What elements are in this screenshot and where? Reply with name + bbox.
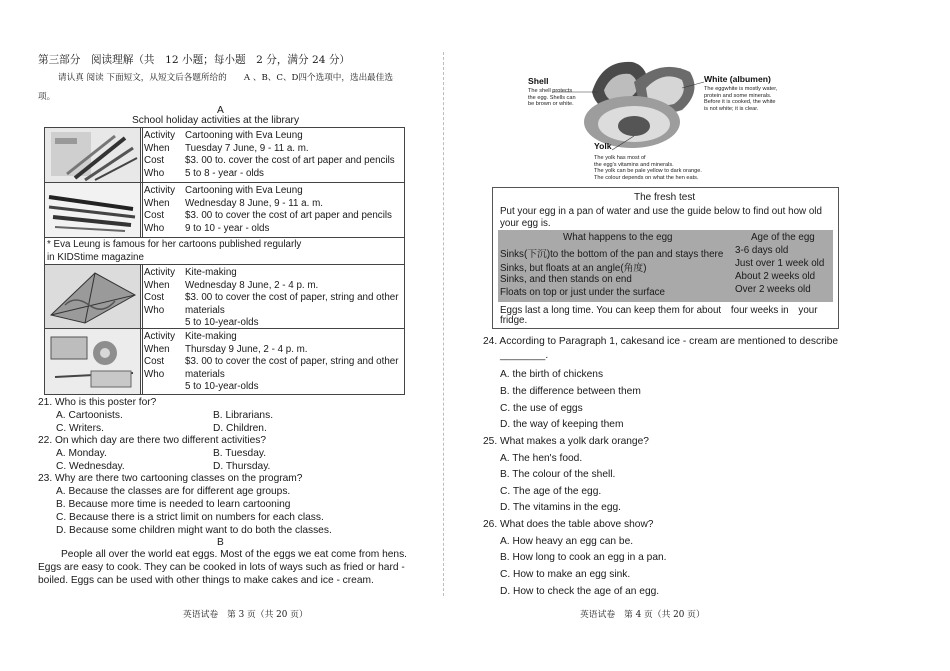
q21-option-b[interactable]: B. Librarians. [213, 410, 274, 421]
row2-label-cost: Cost [144, 210, 165, 221]
table-row-3-age: About 2 weeks old [735, 271, 816, 282]
fresh-test-note-1: Eggs last a long time. You can keep them for about four weeks in your [500, 305, 818, 316]
activities-poster [44, 127, 405, 395]
table-header-happens: What happens to the egg [563, 232, 673, 243]
question-21: 21. Who is this poster for? [38, 397, 157, 408]
footer-page-3: 英语试卷 第 3 页（共 20 页） [183, 610, 308, 620]
section-title: 第三部分 阅读理解（共 12 小题；每小题 2 分，满分 24 分） [38, 54, 351, 66]
instruction-line-1: 请认真 阅读 下面短文，从短文后各题所给的 A 、B、C、D四个选项中，选出最佳选 [58, 73, 393, 83]
fresh-test-box [492, 187, 839, 329]
q23-option-c[interactable]: C. Because there is a strict limit on numbers for each class. [56, 512, 324, 523]
question-26: 26. What does the table above show? [483, 519, 654, 530]
q24-option-c[interactable]: C. the use of eggs [500, 403, 583, 414]
table-row-1-happens: Sinks(下沉)to the bottom of the pan and stays there [500, 249, 724, 260]
row4-label-when: When [144, 343, 170, 355]
row2-value-activity: Cartooning with Eva Leung [185, 185, 303, 196]
row1-value-cost: $3. 00 to. cover the cost of art paper and pencils [185, 155, 395, 166]
table-row-2-age: Just over 1 week old [735, 258, 825, 269]
q26-option-d[interactable]: D. How to check the age of an egg. [500, 586, 660, 597]
white-text-1: The eggwhite is mostly water, [704, 86, 778, 92]
row2-label-when: When [144, 197, 170, 209]
fresh-test-intro-1: Put your egg in a pan of water and use the guide below to find out how old [500, 206, 822, 217]
q23-option-a[interactable]: A. Because the classes are for different age groups. [56, 486, 291, 497]
q25-option-c[interactable]: C. The age of the egg. [500, 486, 602, 497]
yolk-text-4: The colour depends on what the hen eats. [594, 174, 699, 181]
q25-option-d[interactable]: D. The vitamins in the egg. [500, 502, 621, 513]
q22-option-c[interactable]: C. Wednesday. [56, 461, 125, 472]
yolk-text-2: the egg's vitamins and minerals. [594, 161, 674, 168]
white-text-4: is not white; it is clear. [704, 105, 759, 112]
row4-value-materials: materials [185, 368, 225, 380]
table-row-3-happens: Sinks, and then stands on end [500, 274, 632, 285]
q21-option-a[interactable]: A. Cartoonists. [56, 410, 123, 421]
q22-option-a[interactable]: A. Monday. [56, 448, 107, 459]
instruction-line-2: 项。 [38, 92, 56, 102]
row2-value-who: 9 to 10 - year - olds [185, 222, 270, 234]
q26-option-b[interactable]: B. How long to cook an egg in a pan. [500, 552, 667, 563]
table-row-2-happens: Sinks, but floats at an angle(角度) [500, 263, 647, 274]
egg-diagram [522, 52, 804, 187]
q23-option-b[interactable]: B. Because more time is needed to learn cartooning [56, 499, 291, 510]
row3-value-cost: $3. 00 to cover the cost of paper, string and other [185, 292, 399, 303]
page-divider [443, 52, 444, 596]
question-22: 22. On which day are there two different activities? [38, 435, 267, 446]
pencils-image [45, 128, 141, 182]
question-23: 23. Why are there two cartooning classes on the program? [38, 473, 303, 484]
row2-label-activity: Activity [144, 185, 176, 196]
q21-option-c[interactable]: C. Writers. [56, 423, 104, 434]
row3-label-cost: Cost [144, 292, 165, 303]
row1-label-activity: Activity [144, 130, 176, 141]
pens-image [45, 183, 141, 237]
kite-materials-image [45, 329, 141, 394]
q24-option-b[interactable]: B. the difference between them [500, 386, 641, 397]
shell-text-3: be brown or white. [528, 101, 574, 108]
poster-title: School holiday activities at the library [132, 115, 300, 126]
yolk-text-1: The yolk has most of [594, 155, 646, 161]
passage-b-line-3: boiled. Eggs can be used with other things to make cakes and ice - cream. [38, 575, 374, 586]
table-row-1-age: 3-6 days old [735, 245, 789, 256]
q25-option-b[interactable]: B. The colour of the shell. [500, 469, 616, 480]
white-title: White (albumen) [704, 74, 771, 84]
poster-row [45, 128, 404, 183]
row4-label-activity: Activity [144, 331, 176, 342]
row2-value-when: Wednesday 8 June, 9 - 11 a. m. [185, 197, 323, 209]
shell-title: Shell [528, 76, 549, 86]
poster-row [45, 329, 404, 394]
question-24-line-1: 24. According to Paragraph 1, cakesand ice - cream are mentioned to describe [483, 336, 839, 347]
poster-note [45, 238, 404, 265]
row3-value-who: 5 to 10-year-olds [185, 317, 259, 328]
fresh-test-intro-2: your egg is. [500, 218, 551, 229]
white-text-3: Before it is cooked, the white [704, 99, 776, 106]
yolk-title: Yolk [594, 141, 612, 151]
row2-label-who: Who [144, 222, 165, 234]
question-24-line-2: ________. [500, 350, 549, 361]
white-text-2: protein and some minerals. [704, 92, 772, 99]
row1-value-when: Tuesday 7 June, 9 - 11 a. m. [185, 142, 309, 154]
row1-value-who: 5 to 8 - year - olds [185, 167, 264, 179]
row1-label-who: Who [144, 167, 165, 179]
shell-text-1: The shell protects [528, 88, 573, 94]
poster-note-line-1: * Eva Leung is famous for her cartoons published regularly [47, 239, 302, 250]
kite-image [45, 265, 141, 328]
q26-option-c[interactable]: C. How to make an egg sink. [500, 569, 631, 580]
yolk-text-3: The yolk can be pale yellow to dark orange. [594, 168, 702, 175]
row3-label-activity: Activity [144, 267, 176, 278]
footer-page-4: 英语试卷 第 4 页（共 20 页） [580, 610, 705, 620]
question-25: 25. What makes a yolk dark orange? [483, 436, 649, 447]
row4-value-activity: Kite-making [185, 331, 237, 342]
row1-label-cost: Cost [144, 155, 165, 166]
q22-option-b[interactable]: B. Tuesday. [213, 448, 267, 459]
q26-option-a[interactable]: A. How heavy an egg can be. [500, 536, 634, 547]
fresh-test-note-2: fridge. [500, 315, 528, 326]
poster-note-line-2: in KIDStime magazine [47, 251, 144, 263]
row3-label-when: When [144, 279, 170, 291]
row3-value-materials: materials [185, 304, 225, 316]
row3-value-activity: Kite-making [185, 267, 237, 278]
fresh-test-title: The fresh test [634, 192, 696, 203]
row4-value-when: Thursday 9 June, 2 - 4 p. m. [185, 343, 308, 355]
row1-value-activity: Cartooning with Eva Leung [185, 130, 303, 141]
row4-value-who: 5 to 10-year-olds [185, 381, 259, 392]
table-row-4-happens: Floats on top or just under the surface [500, 287, 666, 298]
q24-option-d[interactable]: D. the way of keeping them [500, 419, 624, 430]
passage-b-line-1: People all over the world eat eggs. Most of the eggs we eat come from hens. [61, 549, 407, 560]
row1-label-when: When [144, 142, 170, 154]
row4-label-cost: Cost [144, 356, 165, 367]
poster-row [45, 183, 404, 238]
q24-option-a[interactable]: A. the birth of chickens [500, 369, 604, 380]
q23-option-d[interactable]: D. Because some children might want to do both the classes. [56, 525, 332, 536]
row2-value-cost: $3. 00 to cover the cost of art paper and pencils [185, 210, 392, 221]
table-row-4-age: Over 2 weeks old [735, 284, 811, 295]
shell-text-2: the egg. Shells can [528, 94, 576, 101]
q21-option-d[interactable]: D. Children. [213, 423, 267, 434]
poster-row [45, 265, 404, 329]
row4-value-cost: $3. 00 to cover the cost of paper, string and other [185, 356, 399, 367]
table-header-age: Age of the egg [751, 232, 815, 243]
q25-option-a[interactable]: A. The hen's food. [500, 453, 583, 464]
passage-a-label: A [217, 105, 224, 116]
row3-value-when: Wednesday 8 June, 2 - 4 p. m. [185, 279, 319, 291]
passage-b-label: B [217, 537, 224, 548]
row3-label-who: Who [144, 304, 165, 316]
row4-label-who: Who [144, 368, 165, 380]
q22-option-d[interactable]: D. Thursday. [213, 461, 271, 472]
passage-b-line-2: Eggs are easy to cook. They can be cooked in lots of ways such as fried or hard - [38, 562, 405, 573]
